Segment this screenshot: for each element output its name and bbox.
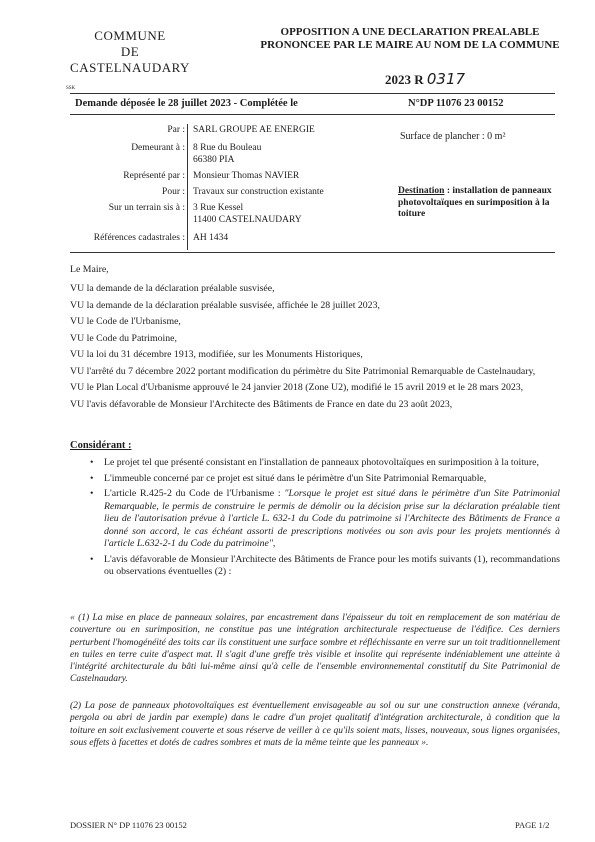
commune-line-3: CASTELNAUDARY bbox=[70, 60, 190, 75]
vu-item: VU l'arrêté du 7 décembre 2022 portant modification du périmètre du Site Patrimonial Remarquable de Castelnaudary, bbox=[70, 365, 536, 377]
decision-title bbox=[250, 26, 570, 52]
considerant-item bbox=[90, 457, 560, 470]
bullet-icon: • bbox=[90, 457, 94, 468]
details-value: 3 Rue Kessel bbox=[193, 203, 244, 213]
considerant-text: L'immeuble concerné par ce projet est situé dans le périmètre d'un Site Patrimonial Remarquable, bbox=[104, 472, 487, 484]
surface-plancher: Surface de plancher : 0 m² bbox=[400, 131, 506, 142]
arrete-handwritten-number: 0317 bbox=[426, 70, 466, 88]
le-maire: Le Maire, bbox=[70, 264, 109, 275]
vu-item: VU le Plan Local d'Urbanisme approuvé le 24 janvier 2018 (Zone U2), modifié le 15 avril 2019 et le 28 mars 2023, bbox=[70, 382, 524, 393]
vu-list bbox=[70, 283, 560, 411]
destination-text: : installation de panneaux photovoltaïques en surimposition à la toiture bbox=[398, 186, 552, 219]
considerant-text: Le projet tel que présenté consistant en l'installation de panneaux photovoltaïques en surimposition à la toiture, bbox=[104, 457, 539, 468]
details-value: SARL GROUPE AE ENERGIE bbox=[193, 125, 315, 135]
small-mark: SSK bbox=[66, 86, 76, 91]
divider-banner-bottom bbox=[70, 114, 555, 115]
vu-item: VU la demande de la déclaration préalable susvisée, affichée le 28 juillet 2023, bbox=[70, 299, 380, 311]
vu-item: VU le Code du Patrimoine, bbox=[70, 332, 177, 344]
details-label: Références cadastrales : bbox=[93, 233, 185, 243]
bullet-icon: • bbox=[90, 553, 94, 565]
details-vertical-rule bbox=[187, 124, 188, 250]
depot-line: Demande déposée le 28 juillet 2023 - Complétée le bbox=[75, 98, 298, 109]
details-label: Par : bbox=[167, 125, 185, 135]
vu-item: VU la loi du 31 décembre 1913, modifiée, sur les Monuments Historiques, bbox=[70, 349, 363, 360]
vu-item: VU l'avis défavorable de Monsieur l'Architecte des Bâtiments de France en date du 23 août 2023, bbox=[70, 398, 453, 410]
vu-item: VU la demande de la déclaration préalable susvisée, bbox=[70, 283, 275, 294]
decision-title-line-1: OPPOSITION A UNE DECLARATION PREALABLE bbox=[280, 26, 540, 38]
abf-motif-2: (2) La pose de panneaux photovoltaïques est éventuellement envisageable au sol ou sur une construction annexe (véranda, pergola ou abri de jardin par exemple) dans le cadre d'un projet qualitatif d'intégration architecturale, à condition que la toiture en soit exclusivement couverte et sous réserve de veiller à ce qu'ils soient mats, lisses, nouveaux, sous lignes organisées, sous effets à facettes et dotés de cadres sombres et mats de la même teinte que les panneaux ». bbox=[70, 701, 560, 748]
details-value: 8 Rue du Bouleau bbox=[193, 143, 262, 153]
details-value: AH 1434 bbox=[193, 233, 229, 243]
footer-dossier: DOSSIER N° DP 11076 23 00152 bbox=[70, 820, 187, 830]
dossier-number: N°DP 11076 23 00152 bbox=[408, 98, 504, 109]
details-value: Monsieur Thomas NAVIER bbox=[193, 171, 300, 181]
details-label: Demeurant à : bbox=[131, 143, 185, 153]
vu-item: VU le Code de l'Urbanisme, bbox=[70, 316, 181, 327]
commune-line-1: COMMUNE bbox=[94, 28, 166, 43]
abf-motif-1: « (1) La mise en place de panneaux solaires, par encastrement dans l'épaisseur du toit en remplacement de son matériau de couverture ou en surimposition, ne constitue pas une intégration architecturale respectueuse de l'édifice. Ces derniers perturbent l'homogénéité des toits car ils constituent une surface sombre et réfléchissante en verre sur un toit traditionnellement en tuiles en terre cuite d'aspect mat. Il s'agit d'une greffe très visible et insolite qui représente indéniablement une atteinte à l'intégrité architecturale du bâti lui-même ainsi qu'à celle de l'ensemble environnemental constitutif du Site Patrimonial de Castelnaudary. bbox=[70, 613, 560, 685]
commune-header bbox=[60, 28, 200, 76]
considerant-text: L'avis défavorable de Monsieur l'Architecte des Bâtiments de France pour les motifs suivants (1), recommandations ou observations éventuelles (2) : bbox=[104, 553, 560, 577]
divider-details-bottom bbox=[70, 252, 555, 253]
details-label: Sur un terrain sis à : bbox=[108, 203, 185, 213]
arrete-number bbox=[385, 70, 465, 88]
arrete-prefix: 2023 R bbox=[385, 72, 424, 87]
commune-line-2: DE bbox=[120, 44, 140, 59]
decision-title-line-2: PRONONCEE PAR LE MAIRE AU NOM DE LA COMMUNE bbox=[260, 39, 560, 51]
details-label: Pour : bbox=[162, 187, 185, 197]
destination-label: Destination bbox=[398, 186, 445, 196]
considerant-prefix: L'article R.425-2 du Code de l'Urbanisme : bbox=[104, 488, 285, 499]
details-value: 66380 PIA bbox=[193, 155, 235, 165]
bullet-icon: • bbox=[90, 488, 94, 499]
divider-top bbox=[70, 93, 555, 94]
destination-block bbox=[398, 186, 563, 221]
considerant-item bbox=[90, 488, 560, 551]
considerant-item bbox=[90, 554, 560, 579]
considerant-citation: "Lorsque le projet est situé dans le périmètre d'un Site Patrimonial Remarquable, le permis de construire le permis de démolir ou la décision prise sur la déclaration préalable tient lieu de l'autorisation prévue à l'article L. 632-1 du Code du patrimoine si l'Architecte des Bâtiments de France a donné son accord, le cas échéant assorti de prescriptions motivées ou son avis pour les projets mentionnés à l'article L.632-2-1 du Code du patrimoine", bbox=[104, 488, 561, 549]
considerant-item bbox=[90, 473, 560, 486]
footer-page-number: PAGE 1/2 bbox=[515, 820, 550, 830]
considerant-heading: Considérant : bbox=[70, 440, 132, 451]
considerant-list bbox=[90, 457, 560, 582]
details-value: 11400 CASTELNAUDARY bbox=[193, 215, 302, 225]
bullet-icon: • bbox=[90, 472, 94, 484]
details-value: Travaux sur construction existante bbox=[193, 187, 324, 197]
details-label: Représenté par : bbox=[123, 171, 185, 181]
